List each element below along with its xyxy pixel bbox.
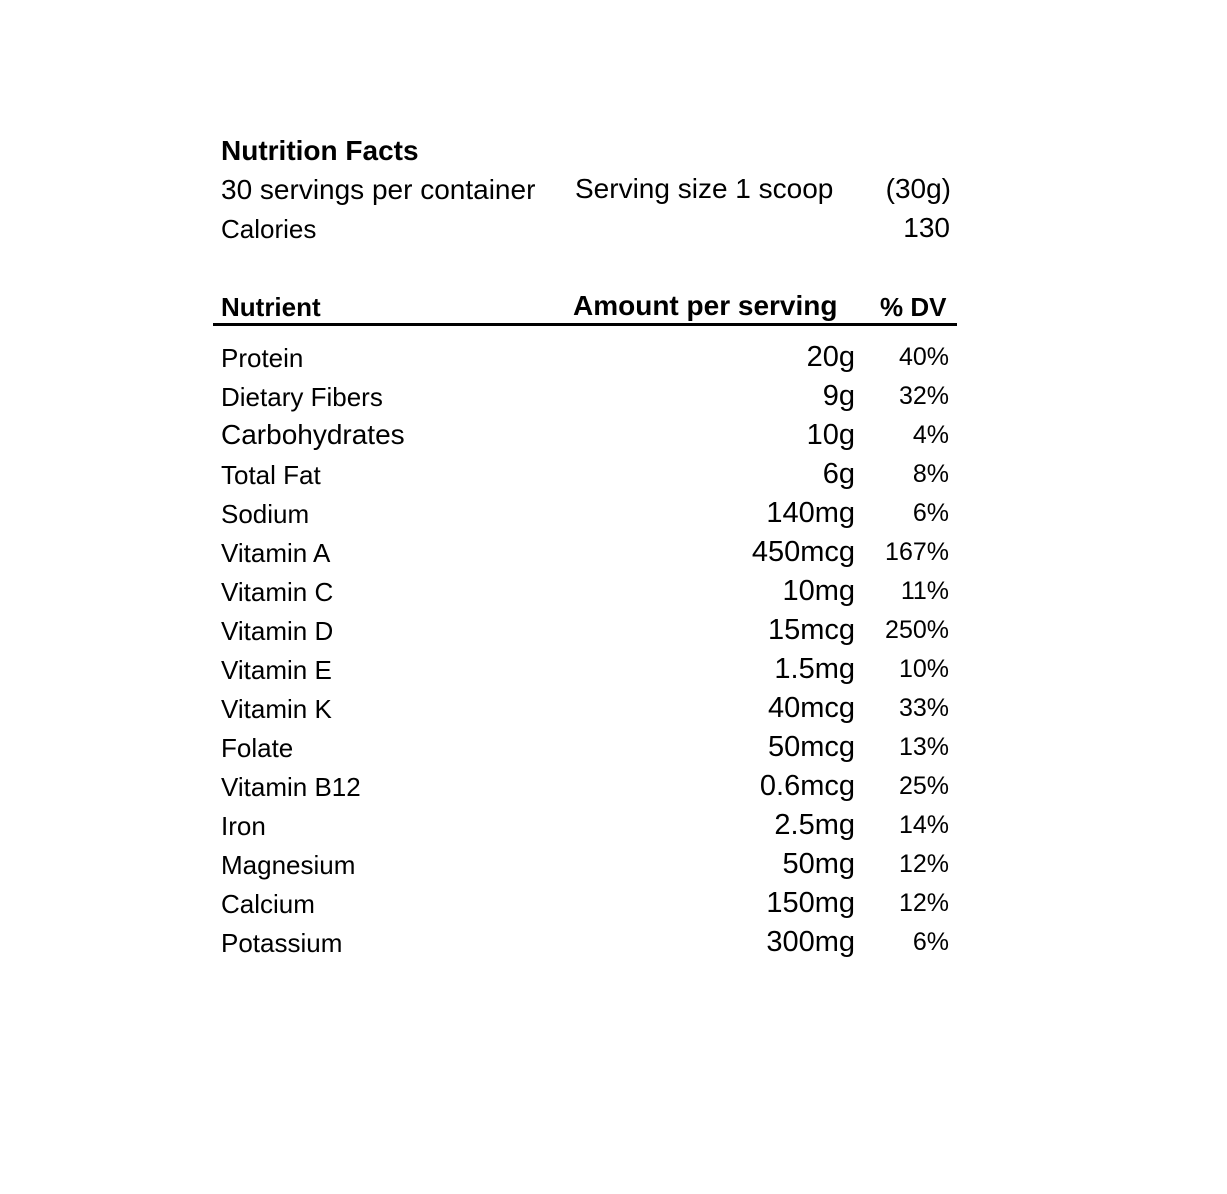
table-row (0, 925, 1227, 964)
table-row (0, 379, 1227, 418)
nutrient-name: Total Fat (221, 460, 321, 490)
nutrient-dv: 6% (912, 928, 949, 956)
nutrient-name: Vitamin K (221, 694, 332, 724)
nutrient-table (0, 340, 1227, 964)
nutrient-amount: 150mg (766, 887, 855, 919)
nutrient-amount: 9g (822, 380, 855, 412)
nutrient-name: Dietary Fibers (221, 382, 383, 412)
nutrient-dv: 167% (885, 538, 949, 566)
nutrient-amount: 10g (806, 419, 855, 451)
nutrient-dv: 13% (898, 733, 949, 761)
nutrient-dv: 12% (898, 850, 949, 878)
nutrient-amount: 10mg (782, 575, 855, 607)
nutrient-dv: 11% (900, 577, 949, 605)
header-amount: Amount per serving (573, 290, 838, 321)
nutrient-name: Iron (221, 811, 266, 841)
nutrient-amount: 450mcg (751, 536, 855, 568)
nutrient-dv: 40% (898, 343, 949, 371)
nutrient-dv: 4% (912, 421, 949, 449)
nutrient-amount: 50mg (782, 848, 855, 880)
nutrient-amount: 15mcg (767, 614, 855, 646)
nutrient-name: Sodium (221, 499, 310, 529)
nutrient-amount: 300mg (766, 926, 855, 958)
nutrient-name: Folate (221, 733, 294, 763)
header-dv: % DV (880, 292, 947, 322)
nutrient-dv: 250% (885, 616, 949, 644)
nutrient-amount: 2.5mg (774, 809, 855, 841)
header-nutrient: Nutrient (221, 292, 321, 322)
table-row (0, 730, 1227, 769)
nutrient-amount: 140mg (766, 497, 855, 529)
table-row (0, 457, 1227, 496)
nutrient-dv: 6% (912, 499, 949, 527)
nutrient-name: Vitamin A (221, 538, 331, 568)
nutrient-name: Magnesium (221, 850, 356, 880)
nutrient-dv: 12% (898, 889, 949, 917)
label-title: Nutrition Facts (221, 135, 419, 166)
nutrient-name: Vitamin E (221, 655, 332, 685)
nutrient-amount: 40mcg (767, 692, 855, 724)
nutrient-dv: 32% (898, 382, 949, 410)
header-divider (213, 323, 957, 326)
table-row (0, 340, 1227, 379)
nutrient-amount: 0.6mcg (759, 770, 855, 802)
nutrient-name: Calcium (221, 889, 315, 919)
nutrient-name: Potassium (221, 928, 343, 958)
servings-per-container: 30 servings per container (221, 174, 536, 205)
serving-grams: (30g) (885, 173, 951, 204)
table-row (0, 574, 1227, 613)
table-row (0, 535, 1227, 574)
nutrient-name: Vitamin D (221, 616, 334, 646)
table-row (0, 886, 1227, 925)
table-row (0, 808, 1227, 847)
nutrient-amount: 1.5mg (774, 653, 855, 685)
table-row (0, 847, 1227, 886)
table-row (0, 496, 1227, 535)
nutrient-amount: 50mcg (767, 731, 855, 763)
table-row (0, 691, 1227, 730)
nutrient-dv: 10% (898, 655, 949, 683)
table-row (0, 652, 1227, 691)
nutrient-amount: 6g (822, 458, 855, 490)
nutrient-name: Vitamin B12 (221, 772, 361, 802)
nutrient-dv: 25% (898, 772, 949, 800)
nutrient-name: Carbohydrates (221, 419, 405, 450)
table-row (0, 418, 1227, 457)
table-row (0, 613, 1227, 652)
nutrient-name: Vitamin C (221, 577, 334, 607)
nutrient-dv: 33% (898, 694, 949, 722)
nutrient-amount: 20g (806, 341, 855, 373)
calories-value: 130 (903, 212, 950, 243)
nutrient-name: Protein (221, 343, 304, 373)
serving-size: Serving size 1 scoop (575, 173, 834, 204)
calories-label: Calories (221, 214, 317, 244)
nutrient-dv: 14% (898, 811, 949, 839)
table-row (0, 769, 1227, 808)
nutrient-dv: 8% (912, 460, 949, 488)
